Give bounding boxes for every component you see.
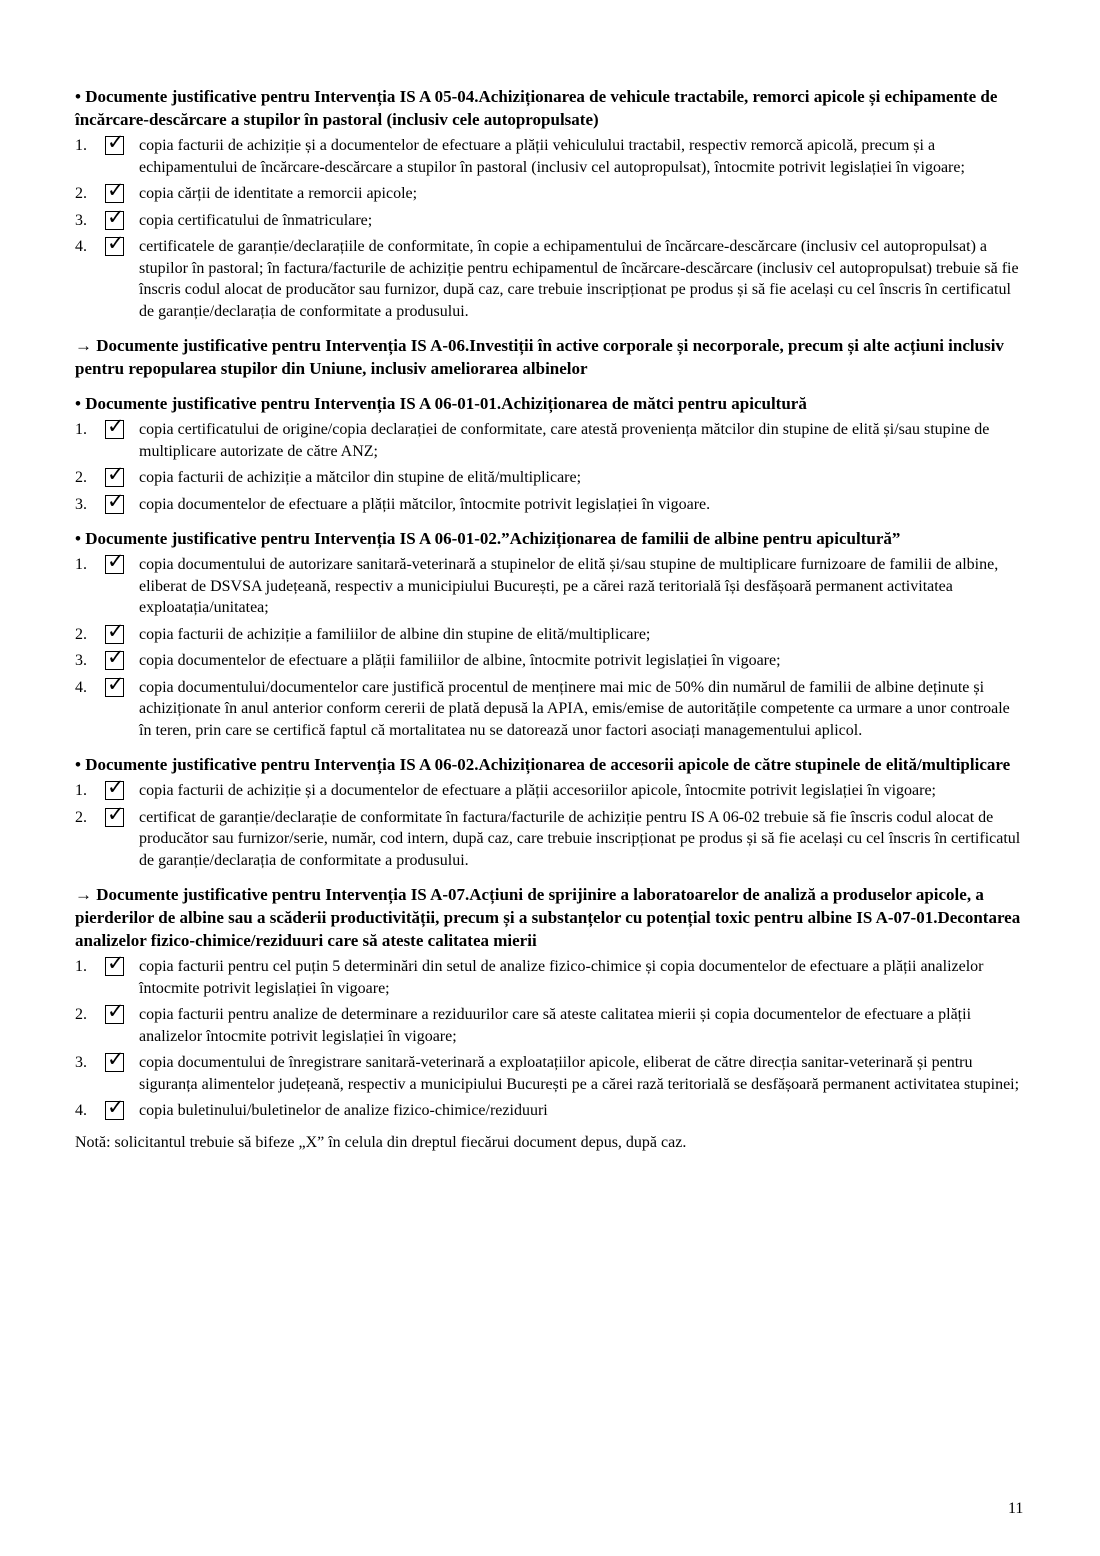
item-number: 1. <box>75 421 87 438</box>
list-item <box>75 462 1025 489</box>
checkbox[interactable] <box>105 488 125 514</box>
checkbox[interactable] <box>105 671 125 697</box>
checkmark-icon: ✓ <box>107 204 125 229</box>
list-item <box>75 231 1025 322</box>
item-text: copia facturii pentru analize de determinare a reziduurilor care să ateste calitatea mierii și copia documentelor de efectuare a plății analizelor întocmite potrivit legislației în vigoare; <box>139 1006 972 1045</box>
checkmark-icon: ✓ <box>107 1047 125 1071</box>
checkmark-icon: ✓ <box>107 645 125 669</box>
checkbox[interactable] <box>105 130 125 155</box>
list-item <box>75 414 1025 462</box>
checkmark-icon: ✓ <box>107 178 125 202</box>
checkbox[interactable] <box>105 1095 125 1120</box>
document-page <box>75 85 1025 1153</box>
list-item <box>75 645 1025 672</box>
checkbox[interactable] <box>105 645 125 670</box>
item-text: copia documentului/documentelor care justifică procentul de menținere mai mic de 50% din numărul de familii de albine deținute și achiziționate în anul anterior conform cererii de plată depusă la APIA, emis/emise de autoritățile competente ca urmare a unor controale în teren, prin care se certifică faptul că mortalitatea nu se datorează unor factori asociați managementului aplicol. <box>139 678 1010 739</box>
item-text: copia documentelor de efectuare a plății mătcilor, întocmite potrivit legislației în vigoare. <box>139 495 711 513</box>
item-text: copia certificatului de înmatriculare; <box>139 211 373 229</box>
item-number: 1. <box>75 782 87 799</box>
item-text: copia buletinului/buletinelor de analize fizico-chimice/reziduuri <box>139 1102 548 1119</box>
document-list <box>75 775 1025 871</box>
item-number: 2. <box>75 1006 87 1023</box>
page-number: 11 <box>1008 1500 1024 1517</box>
checkmark-icon: ✓ <box>107 951 125 975</box>
checkmark-icon: ✓ <box>107 775 125 799</box>
list-item <box>75 1047 1025 1095</box>
checkmark-icon: ✓ <box>107 130 125 154</box>
checkmark-icon: ✓ <box>107 671 125 696</box>
checkmark-icon: ✓ <box>107 618 125 643</box>
section-heading: • Documente justificative pentru Intervenția IS A 06-01-02.”Achiziționarea de familii de albine pentru apicultură” <box>75 529 901 548</box>
item-number: 1. <box>75 958 87 975</box>
document-list <box>75 549 1025 741</box>
list-item <box>75 178 1025 205</box>
item-number: 3. <box>75 211 87 229</box>
item-text: copia facturii de achiziție a familiilor de albine din stupine de elită/multiplicare; <box>139 625 651 643</box>
list-item <box>75 618 1025 646</box>
item-text: copia facturii de achiziție și a documentelor de efectuare a plății accesoriilor apicole, întocmite potrivit legislației în vigoare; <box>139 782 936 799</box>
item-number: 4. <box>75 238 87 255</box>
item-text: certificatele de garanție/declarațiile de conformitate, în copie a echipamentului de încărcare-descărcare (inclusiv cel autopropulsat) a stupilor în pastoral; în factura/facturile de achiziție pentru echipamentul de încărcare-descărcare (inclusiv cel autopropulsat) trebuie să fie înscris codul alocat de producător sau furnizor, după caz, care trebuie inscripționat pe produs și să fie același cu cel înscris în certificatul de garanție/declarația de conformitate a produsului. <box>139 238 1019 320</box>
checkmark-icon: ✓ <box>107 462 125 486</box>
item-text: copia facturii de achiziție a mătcilor din stupine de elită/multiplicare; <box>139 469 582 486</box>
item-text: copia documentelor de efectuare a plății familiilor de albine, întocmite potrivit legislației în vigoare; <box>139 652 781 669</box>
checkbox[interactable] <box>105 618 125 644</box>
checkbox[interactable] <box>105 999 125 1024</box>
section-heading: → Documente justificative pentru Intervenția IS A-06.Investiții în active corporale și necorporale, precum și alte acțiuni inclusiv pentru repopularea stupilor din Uniune, inclusiv ameliorarea albinelor <box>75 336 1004 378</box>
item-text: copia facturii de achiziție și a documentelor de efectuare a plății vehiculului tractabil, respectiv remorcă apicolă, precum și a echipamentului de încărcare-descărcare a stupilor în pastoral (inclusiv cel autopropulsat), întocmite potrivit legislației în vigoare; <box>139 137 965 176</box>
item-number: 2. <box>75 469 87 486</box>
sections-container <box>75 85 1025 1122</box>
list-item <box>75 951 1025 999</box>
checkbox[interactable] <box>105 951 125 976</box>
section-heading: → Documente justificative pentru Intervenția IS A-07.Acțiuni de sprijinire a laboratoarelor de analiză a produselor apicole, a pierderilor de albine sau a scăderii productivității, precum și a substanțelor cu potențial toxic pentru albine IS A-07-01.Decontarea analizelor fizico-chimice/reziduuri care să ateste calitatea mierii <box>75 885 1021 950</box>
item-text: copia cărții de identitate a remorcii apicole; <box>139 185 418 202</box>
checkmark-icon: ✓ <box>107 549 125 573</box>
checkbox[interactable] <box>105 1047 125 1072</box>
checkbox[interactable] <box>105 801 125 827</box>
list-item <box>75 671 1025 742</box>
checkmark-icon: ✓ <box>107 1095 125 1119</box>
item-number: 4. <box>75 678 87 696</box>
item-number: 1. <box>75 137 87 154</box>
item-number: 3. <box>75 1054 87 1071</box>
checkmark-icon: ✓ <box>107 801 125 826</box>
checkbox[interactable] <box>105 178 125 203</box>
checkbox[interactable] <box>105 462 125 487</box>
item-text: certificat de garanție/declarație de conformitate în factura/facturile de achiziție pentru IS A 06-02 trebuie să fie înscris codul alocat de producător sau furnizor/serie, număr, cod intern, după caz, care trebuie inscripționat pe produs și să fie același cu cel înscris în certificatul de garanție/declarația de conformitate a produsului. <box>139 808 1021 869</box>
list-item <box>75 204 1025 232</box>
item-number: 3. <box>75 495 87 513</box>
list-item <box>75 1095 1025 1122</box>
document-list <box>75 414 1025 515</box>
item-number: 2. <box>75 808 87 826</box>
section-heading: • Documente justificative pentru Intervenția IS A 06-02.Achiziționarea de accesorii apicole de către stupinele de elită/multiplicare <box>75 755 1011 774</box>
section-heading: • Documente justificative pentru Intervenția IS A 05-04.Achiziționarea de vehicule tractabile, remorci apicole și echipamente de încărcare-descărcare a stupilor în pastoral (inclusiv cele autopropulsate) <box>75 87 998 129</box>
list-item <box>75 130 1025 178</box>
item-number: 4. <box>75 1102 87 1119</box>
section-heading: • Documente justificative pentru Intervenția IS A 06-01-01.Achiziționarea de mătci pentru apicultură <box>75 394 807 413</box>
list-item <box>75 488 1025 516</box>
checkmark-icon: ✓ <box>107 414 125 438</box>
checkmark-icon: ✓ <box>107 999 125 1023</box>
item-text: copia facturii pentru cel puțin 5 determinări din setul de analize fizico-chimice și copia documentelor de efectuare a plății analizelor întocmite potrivit legislației în vigoare; <box>139 958 984 997</box>
checkbox[interactable] <box>105 775 125 800</box>
checkbox[interactable] <box>105 414 125 439</box>
list-item <box>75 549 1025 619</box>
list-item <box>75 801 1025 872</box>
item-number: 2. <box>75 625 87 643</box>
item-number: 1. <box>75 556 87 573</box>
document-list <box>75 951 1025 1122</box>
checkbox[interactable] <box>105 204 125 230</box>
item-number: 3. <box>75 652 87 669</box>
list-item <box>75 775 1025 802</box>
checkbox[interactable] <box>105 231 125 256</box>
checkmark-icon: ✓ <box>107 488 125 513</box>
item-text: copia documentului de înregistrare sanitară-veterinară a exploatațiilor apicole, eliberat de către direcția sanitar-veterinară și pentru siguranța alimentelor județeană, respectiv a municipiului București pe a cărei rază teritorială se desfășoară permanent activitatea stupinei; <box>139 1054 1020 1093</box>
checkbox[interactable] <box>105 549 125 574</box>
checkmark-icon: ✓ <box>107 231 125 255</box>
item-text: copia documentului de autorizare sanitară-veterinară a stupinelor de elită și/sau stupine de multiplicare furnizoare de familii de albine, eliberat de DSVSA județeană, respectiv a municipiului București, pe a cărei rază teritorială își desfășoară permanent activitatea exploatația/unitatea; <box>139 556 999 616</box>
footnote: Notă: solicitantul trebuie să bifeze „X” în celula din dreptul fiecărui document depus, după caz. <box>75 1133 687 1151</box>
item-number: 2. <box>75 185 87 202</box>
document-list <box>75 130 1025 322</box>
item-text: copia certificatului de origine/copia declarației de conformitate, care atestă proveniența mătcilor din stupine de elită și/sau stupine de multiplicare autorizate de către ANZ; <box>139 421 990 460</box>
list-item <box>75 999 1025 1047</box>
